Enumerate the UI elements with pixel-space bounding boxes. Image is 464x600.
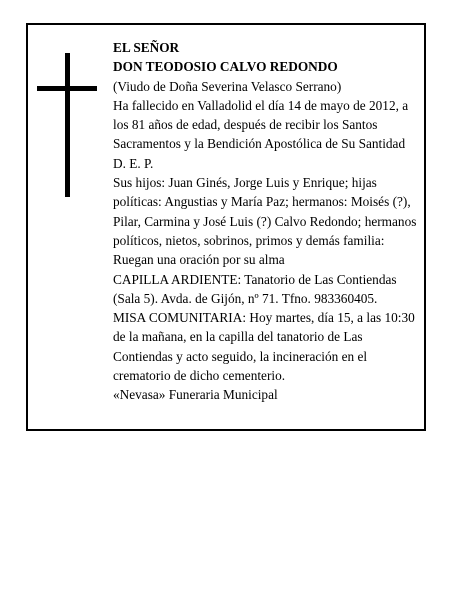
heading-line-1: EL SEÑOR — [113, 40, 180, 55]
latin-cross-icon — [37, 53, 97, 197]
prayer-request: Ruegan una oración por su alma — [113, 252, 285, 268]
widow-subtitle: (Viudo de Doña Severina Velasco Serrano) — [113, 78, 342, 94]
family-list: Sus hijos: Juan Ginés, Jorge Luis y Enrique; hijas políticas: Angustias y María Paz; hermanos: Moisés (?), Pilar, Carmina y José Luis (?) Calvo Redondo; hermanos políticos, nietos, sobrinos, primos y demás familia: — [113, 175, 417, 248]
mass-info: MISA COMUNITARIA: Hoy martes, día 15, a las 10:30 de la mañana, en la capilla del tanatorio de Las Contiendas y acto seguido, la incineración en el crematorio de dicho cementerio. — [113, 310, 415, 384]
chapel-info: CAPILLA ARDIENTE: Tanatorio de Las Contiendas (Sala 5). Avda. de Gijón, nº 71. Tfno. 983360405. — [113, 271, 397, 306]
funeral-home: «Nevasa» Funeraria Municipal — [113, 387, 278, 403]
obituary-text — [113, 38, 421, 405]
death-announcement: Ha fallecido en Valladolid el día 14 de mayo de 2012, a los 81 años de edad, después de recibir los Santos Sacramentos y la Bendición Apostólica de Su Santidad D. E. P. — [113, 97, 409, 171]
cross-vertical-bar — [65, 53, 70, 197]
deceased-name: DON TEODOSIO CALVO REDONDO — [113, 59, 338, 75]
cross-horizontal-bar — [37, 86, 97, 91]
